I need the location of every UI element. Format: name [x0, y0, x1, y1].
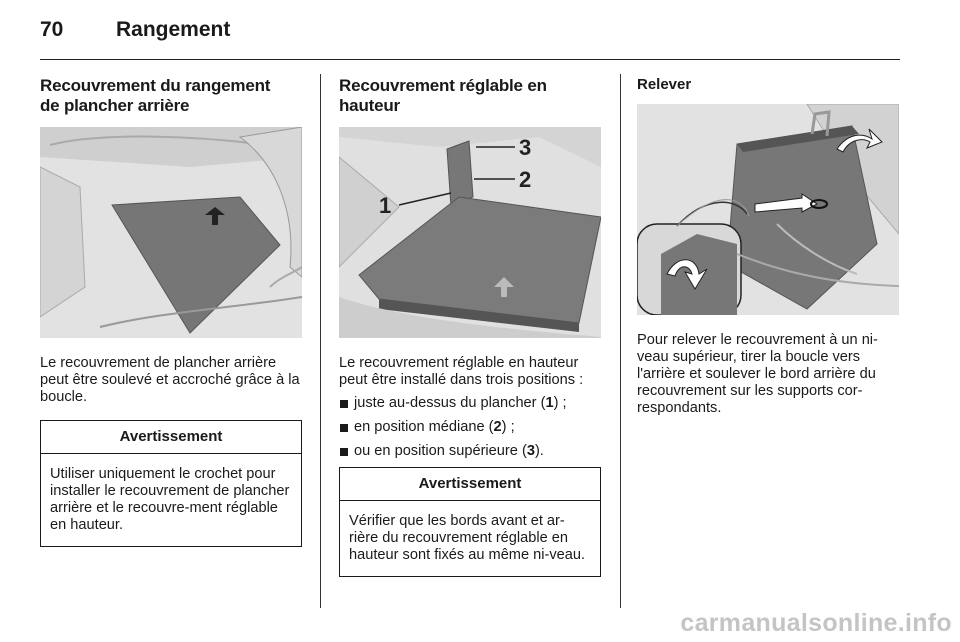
list-item-number: 1	[545, 395, 554, 411]
positions-list	[339, 395, 601, 460]
figure-adjustable-cover	[339, 127, 601, 338]
section-heading	[339, 76, 601, 116]
bullet-icon	[340, 424, 348, 432]
figure-trunk-floor-cover	[40, 127, 302, 338]
page-number: 70	[40, 18, 64, 41]
list-item-text: ou en position supérieure (	[354, 443, 527, 459]
header-divider	[40, 59, 900, 60]
body-paragraph: Le recouvrement de plancher arrière peut être soulevé et accroché grâce à la boucle.	[40, 355, 300, 405]
section-heading-line: de plancher arrière	[40, 96, 190, 115]
list-item	[339, 419, 601, 436]
warning-title: Avertissement	[41, 421, 301, 454]
section-heading-line: Recouvrement du rangement	[40, 76, 271, 95]
column-3	[637, 76, 900, 417]
column-2	[339, 76, 601, 577]
list-item-suffix: ).	[534, 443, 544, 459]
figure-raise-cover	[637, 104, 899, 315]
column-divider	[320, 74, 321, 608]
section-heading-line: hauteur	[339, 96, 400, 115]
list-item-text: juste au-dessus du plancher (	[354, 395, 546, 411]
list-item	[339, 395, 601, 412]
warning-box	[339, 467, 601, 577]
list-item-suffix: ) ;	[501, 419, 515, 435]
warning-box	[40, 420, 302, 547]
bullet-icon	[340, 400, 348, 408]
section-heading	[40, 76, 302, 116]
page-title: Rangement	[116, 18, 231, 41]
callout-2: 2	[519, 167, 532, 192]
list-item-number: 2	[493, 419, 502, 435]
list-item-number: 3	[526, 443, 535, 459]
warning-body: Utiliser uniquement le crochet pour installer le recouvrement de plancher arrière et le recouvre-ment réglable en hauteur.	[50, 466, 290, 533]
body-paragraph: Pour relever le recouvrement à un ni-veau supérieur, tirer la boucle vers l'arrière et soulever le bord arrière du recouvrement sur les supports cor-respondants.	[637, 332, 878, 416]
watermark: carmanualsonline.info	[680, 609, 952, 637]
section-heading-line: Recouvrement réglable en	[339, 76, 547, 95]
section-heading: Relever	[637, 76, 692, 93]
column-1	[40, 76, 302, 547]
list-item-text: en position médiane (	[354, 419, 494, 435]
callout-3: 3	[519, 135, 532, 160]
list-item-suffix: ) ;	[553, 395, 567, 411]
column-divider	[620, 74, 621, 608]
warning-body: Vérifier que les bords avant et ar-rière du recouvrement réglable en hauteur sont fixés au même ni-veau.	[349, 513, 586, 563]
bullet-icon	[340, 448, 348, 456]
list-item	[339, 443, 601, 460]
body-paragraph: Le recouvrement réglable en hauteur peut être installé dans trois positions :	[339, 355, 584, 388]
warning-title: Avertissement	[340, 468, 600, 501]
callout-1: 1	[379, 193, 392, 218]
